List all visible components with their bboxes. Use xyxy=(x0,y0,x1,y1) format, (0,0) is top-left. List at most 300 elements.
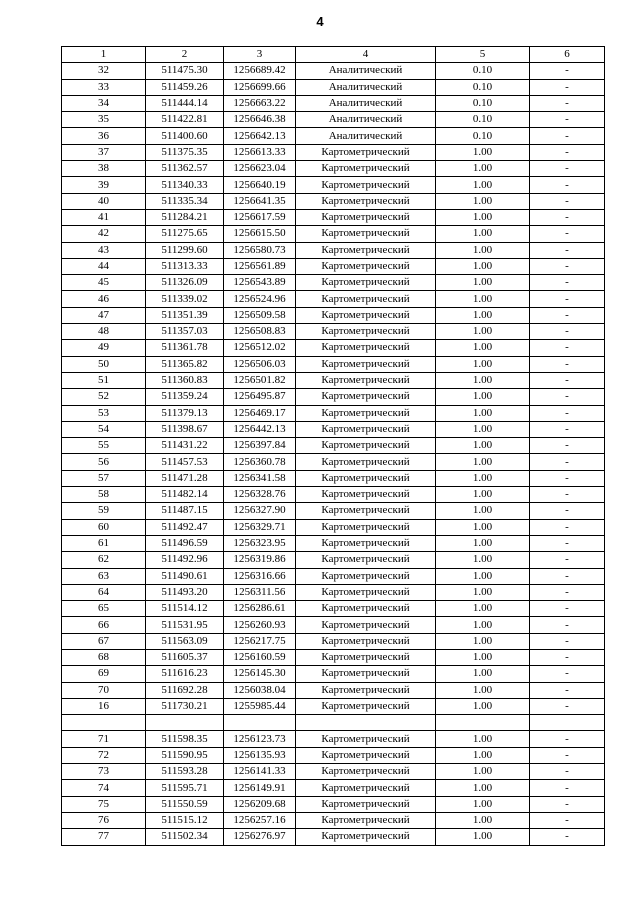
accuracy-cell: 0.10 xyxy=(436,79,530,95)
x-coordinate-cell: 511340.33 xyxy=(146,177,224,193)
y-coordinate-cell: 1255985.44 xyxy=(224,698,296,714)
point-number-cell: 39 xyxy=(62,177,146,193)
accuracy-cell: 1.00 xyxy=(436,682,530,698)
y-coordinate-cell: 1256319.86 xyxy=(224,552,296,568)
method-cell: Картометрический xyxy=(296,698,436,714)
table-row xyxy=(62,764,605,780)
table-row xyxy=(62,372,605,388)
description-cell: - xyxy=(530,633,605,649)
table-row xyxy=(62,812,605,828)
x-coordinate-cell: 511375.35 xyxy=(146,144,224,160)
x-coordinate-cell: 511496.59 xyxy=(146,535,224,551)
table-row xyxy=(62,112,605,128)
y-coordinate-cell: 1256257.16 xyxy=(224,812,296,828)
point-number-cell: 67 xyxy=(62,633,146,649)
y-coordinate-cell: 1256145.30 xyxy=(224,666,296,682)
method-cell: Картометрический xyxy=(296,144,436,160)
y-coordinate-cell: 1256442.13 xyxy=(224,421,296,437)
point-number-cell: 76 xyxy=(62,812,146,828)
method-cell: Картометрический xyxy=(296,470,436,486)
y-coordinate-cell: 1256149.91 xyxy=(224,780,296,796)
y-coordinate-cell: 1256689.42 xyxy=(224,63,296,79)
x-coordinate-cell: 511313.33 xyxy=(146,258,224,274)
method-cell: Картометрический xyxy=(296,764,436,780)
description-cell: - xyxy=(530,584,605,600)
x-coordinate-cell: 511616.23 xyxy=(146,666,224,682)
method-cell: Картометрический xyxy=(296,291,436,307)
y-coordinate-cell: 1256329.71 xyxy=(224,519,296,535)
accuracy-cell: 1.00 xyxy=(436,389,530,405)
y-coordinate-cell: 1256580.73 xyxy=(224,242,296,258)
point-number-cell xyxy=(62,715,146,731)
point-number-cell: 56 xyxy=(62,454,146,470)
point-number-cell: 37 xyxy=(62,144,146,160)
point-number-cell: 73 xyxy=(62,764,146,780)
header-cell-5: 5 xyxy=(436,47,530,63)
x-coordinate-cell: 511284.21 xyxy=(146,209,224,225)
point-number-cell: 69 xyxy=(62,666,146,682)
table-row xyxy=(62,649,605,665)
accuracy-cell: 1.00 xyxy=(436,340,530,356)
description-cell: - xyxy=(530,389,605,405)
x-coordinate-cell: 511361.78 xyxy=(146,340,224,356)
x-coordinate-cell: 511490.61 xyxy=(146,568,224,584)
point-number-cell: 34 xyxy=(62,95,146,111)
point-number-cell: 47 xyxy=(62,307,146,323)
accuracy-cell: 1.00 xyxy=(436,242,530,258)
y-coordinate-cell: 1256141.33 xyxy=(224,764,296,780)
point-number-cell: 75 xyxy=(62,796,146,812)
point-number-cell: 59 xyxy=(62,503,146,519)
y-coordinate-cell: 1256276.97 xyxy=(224,829,296,845)
description-cell: - xyxy=(530,731,605,747)
accuracy-cell: 1.00 xyxy=(436,568,530,584)
accuracy-cell: 1.00 xyxy=(436,617,530,633)
x-coordinate-cell: 511593.28 xyxy=(146,764,224,780)
accuracy-cell: 1.00 xyxy=(436,731,530,747)
y-coordinate-cell: 1256360.78 xyxy=(224,454,296,470)
description-cell: - xyxy=(530,275,605,291)
x-coordinate-cell: 511326.09 xyxy=(146,275,224,291)
accuracy-cell xyxy=(436,715,530,731)
y-coordinate-cell: 1256561.89 xyxy=(224,258,296,274)
method-cell: Картометрический xyxy=(296,242,436,258)
y-coordinate-cell: 1256501.82 xyxy=(224,372,296,388)
method-cell: Картометрический xyxy=(296,796,436,812)
x-coordinate-cell: 511351.39 xyxy=(146,307,224,323)
x-coordinate-cell: 511475.30 xyxy=(146,63,224,79)
description-cell: - xyxy=(530,454,605,470)
description-cell: - xyxy=(530,764,605,780)
accuracy-cell: 1.00 xyxy=(436,144,530,160)
header-cell-1: 1 xyxy=(62,47,146,63)
y-coordinate-cell: 1256646.38 xyxy=(224,112,296,128)
description-cell: - xyxy=(530,356,605,372)
method-cell: Картометрический xyxy=(296,552,436,568)
page-number: 4 xyxy=(316,14,324,29)
point-number-cell: 48 xyxy=(62,324,146,340)
x-coordinate-cell: 511444.14 xyxy=(146,95,224,111)
table-row xyxy=(62,633,605,649)
method-cell: Картометрический xyxy=(296,421,436,437)
point-number-cell: 51 xyxy=(62,372,146,388)
method-cell: Аналитический xyxy=(296,95,436,111)
accuracy-cell: 1.00 xyxy=(436,633,530,649)
y-coordinate-cell: 1256038.04 xyxy=(224,682,296,698)
description-cell: - xyxy=(530,698,605,714)
header-cell-3: 3 xyxy=(224,47,296,63)
y-coordinate-cell: 1256512.02 xyxy=(224,340,296,356)
point-number-cell: 53 xyxy=(62,405,146,421)
y-coordinate-cell: 1256135.93 xyxy=(224,747,296,763)
method-cell: Картометрический xyxy=(296,666,436,682)
point-number-cell: 58 xyxy=(62,487,146,503)
method-cell: Аналитический xyxy=(296,128,436,144)
x-coordinate-cell: 511515.12 xyxy=(146,812,224,828)
point-number-cell: 64 xyxy=(62,584,146,600)
description-cell: - xyxy=(530,780,605,796)
accuracy-cell: 1.00 xyxy=(436,519,530,535)
table-row xyxy=(62,503,605,519)
table-row xyxy=(62,95,605,111)
description-cell: - xyxy=(530,340,605,356)
accuracy-cell: 1.00 xyxy=(436,307,530,323)
point-number-cell: 50 xyxy=(62,356,146,372)
method-cell: Аналитический xyxy=(296,112,436,128)
x-coordinate-cell: 511400.60 xyxy=(146,128,224,144)
description-cell: - xyxy=(530,812,605,828)
x-coordinate-cell: 511493.20 xyxy=(146,584,224,600)
description-cell: - xyxy=(530,79,605,95)
method-cell: Картометрический xyxy=(296,519,436,535)
point-number-cell: 36 xyxy=(62,128,146,144)
accuracy-cell: 1.00 xyxy=(436,796,530,812)
y-coordinate-cell: 1256495.87 xyxy=(224,389,296,405)
description-cell: - xyxy=(530,144,605,160)
description-cell: - xyxy=(530,112,605,128)
y-coordinate-cell: 1256663.22 xyxy=(224,95,296,111)
method-cell: Картометрический xyxy=(296,682,436,698)
accuracy-cell: 1.00 xyxy=(436,812,530,828)
y-coordinate-cell: 1256640.19 xyxy=(224,177,296,193)
point-number-cell: 40 xyxy=(62,193,146,209)
table-row xyxy=(62,796,605,812)
point-number-cell: 74 xyxy=(62,780,146,796)
point-number-cell: 42 xyxy=(62,226,146,242)
table-row xyxy=(62,568,605,584)
description-cell: - xyxy=(530,552,605,568)
point-number-cell: 71 xyxy=(62,731,146,747)
coordinates-table xyxy=(61,46,605,846)
y-coordinate-cell: 1256260.93 xyxy=(224,617,296,633)
description-cell: - xyxy=(530,291,605,307)
description-cell: - xyxy=(530,372,605,388)
point-number-cell: 43 xyxy=(62,242,146,258)
table-row xyxy=(62,291,605,307)
y-coordinate-cell: 1256613.33 xyxy=(224,144,296,160)
description-cell xyxy=(530,715,605,731)
point-number-cell: 55 xyxy=(62,438,146,454)
x-coordinate-cell: 511492.96 xyxy=(146,552,224,568)
x-coordinate-cell: 511502.34 xyxy=(146,829,224,845)
description-cell: - xyxy=(530,226,605,242)
description-cell: - xyxy=(530,242,605,258)
point-number-cell: 65 xyxy=(62,601,146,617)
y-coordinate-cell: 1256617.59 xyxy=(224,209,296,225)
x-coordinate-cell: 511379.13 xyxy=(146,405,224,421)
description-cell: - xyxy=(530,519,605,535)
accuracy-cell: 1.00 xyxy=(436,552,530,568)
table-row xyxy=(62,144,605,160)
description-cell: - xyxy=(530,177,605,193)
y-coordinate-cell: 1256316.66 xyxy=(224,568,296,584)
x-coordinate-cell: 511299.60 xyxy=(146,242,224,258)
x-coordinate-cell: 511531.95 xyxy=(146,617,224,633)
method-cell: Картометрический xyxy=(296,503,436,519)
y-coordinate-cell: 1256509.58 xyxy=(224,307,296,323)
accuracy-cell: 1.00 xyxy=(436,764,530,780)
method-cell: Картометрический xyxy=(296,584,436,600)
description-cell: - xyxy=(530,209,605,225)
x-coordinate-cell: 511431.22 xyxy=(146,438,224,454)
accuracy-cell: 1.00 xyxy=(436,666,530,682)
description-cell: - xyxy=(530,307,605,323)
point-number-cell: 66 xyxy=(62,617,146,633)
description-cell: - xyxy=(530,487,605,503)
y-coordinate-cell: 1256397.84 xyxy=(224,438,296,454)
table-row xyxy=(62,275,605,291)
accuracy-cell: 0.10 xyxy=(436,95,530,111)
x-coordinate-cell: 511422.81 xyxy=(146,112,224,128)
accuracy-cell: 1.00 xyxy=(436,829,530,845)
point-number-cell: 32 xyxy=(62,63,146,79)
method-cell: Картометрический xyxy=(296,258,436,274)
x-coordinate-cell: 511563.09 xyxy=(146,633,224,649)
table-row xyxy=(62,438,605,454)
method-cell: Картометрический xyxy=(296,356,436,372)
accuracy-cell: 1.00 xyxy=(436,747,530,763)
method-cell xyxy=(296,715,436,731)
description-cell: - xyxy=(530,405,605,421)
point-number-cell: 38 xyxy=(62,161,146,177)
x-coordinate-cell: 511487.15 xyxy=(146,503,224,519)
point-number-cell: 57 xyxy=(62,470,146,486)
x-coordinate-cell: 511550.59 xyxy=(146,796,224,812)
x-coordinate-cell: 511471.28 xyxy=(146,470,224,486)
y-coordinate-cell: 1256642.13 xyxy=(224,128,296,144)
accuracy-cell: 1.00 xyxy=(436,454,530,470)
accuracy-cell: 1.00 xyxy=(436,291,530,307)
point-number-cell: 54 xyxy=(62,421,146,437)
accuracy-cell: 1.00 xyxy=(436,275,530,291)
point-number-cell: 70 xyxy=(62,682,146,698)
accuracy-cell: 1.00 xyxy=(436,258,530,274)
method-cell: Картометрический xyxy=(296,226,436,242)
method-cell: Картометрический xyxy=(296,324,436,340)
table-row xyxy=(62,780,605,796)
y-coordinate-cell: 1256327.90 xyxy=(224,503,296,519)
method-cell: Картометрический xyxy=(296,487,436,503)
point-number-cell: 33 xyxy=(62,79,146,95)
accuracy-cell: 1.00 xyxy=(436,226,530,242)
description-cell: - xyxy=(530,682,605,698)
x-coordinate-cell: 511360.83 xyxy=(146,372,224,388)
method-cell: Картометрический xyxy=(296,649,436,665)
method-cell: Картометрический xyxy=(296,633,436,649)
accuracy-cell: 1.00 xyxy=(436,487,530,503)
x-coordinate-cell: 511482.14 xyxy=(146,487,224,503)
point-number-cell: 68 xyxy=(62,649,146,665)
table-row xyxy=(62,715,605,731)
x-coordinate-cell: 511595.71 xyxy=(146,780,224,796)
description-cell: - xyxy=(530,438,605,454)
table-row xyxy=(62,666,605,682)
description-cell: - xyxy=(530,193,605,209)
accuracy-cell: 1.00 xyxy=(436,780,530,796)
method-cell: Картометрический xyxy=(296,731,436,747)
method-cell: Картометрический xyxy=(296,307,436,323)
method-cell: Картометрический xyxy=(296,193,436,209)
accuracy-cell: 1.00 xyxy=(436,372,530,388)
description-cell: - xyxy=(530,666,605,682)
accuracy-cell: 1.00 xyxy=(436,405,530,421)
description-cell: - xyxy=(530,747,605,763)
table-row xyxy=(62,63,605,79)
method-cell: Картометрический xyxy=(296,438,436,454)
table-header xyxy=(62,47,605,63)
method-cell: Картометрический xyxy=(296,812,436,828)
accuracy-cell: 0.10 xyxy=(436,112,530,128)
point-number-cell: 46 xyxy=(62,291,146,307)
point-number-cell: 49 xyxy=(62,340,146,356)
header-cell-4: 4 xyxy=(296,47,436,63)
accuracy-cell: 0.10 xyxy=(436,128,530,144)
y-coordinate-cell: 1256623.04 xyxy=(224,161,296,177)
method-cell: Картометрический xyxy=(296,829,436,845)
accuracy-cell: 1.00 xyxy=(436,209,530,225)
accuracy-cell: 1.00 xyxy=(436,698,530,714)
method-cell: Картометрический xyxy=(296,780,436,796)
x-coordinate-cell: 511692.28 xyxy=(146,682,224,698)
y-coordinate-cell: 1256311.56 xyxy=(224,584,296,600)
description-cell: - xyxy=(530,535,605,551)
method-cell: Картометрический xyxy=(296,601,436,617)
y-coordinate-cell: 1256123.73 xyxy=(224,731,296,747)
x-coordinate-cell: 511514.12 xyxy=(146,601,224,617)
table-row xyxy=(62,470,605,486)
x-coordinate-cell: 511457.53 xyxy=(146,454,224,470)
table-row xyxy=(62,519,605,535)
description-cell: - xyxy=(530,829,605,845)
header-cell-2: 2 xyxy=(146,47,224,63)
table-row xyxy=(62,356,605,372)
accuracy-cell: 1.00 xyxy=(436,470,530,486)
y-coordinate-cell: 1256469.17 xyxy=(224,405,296,421)
accuracy-cell: 1.00 xyxy=(436,177,530,193)
x-coordinate-cell: 511335.34 xyxy=(146,193,224,209)
accuracy-cell: 1.00 xyxy=(436,193,530,209)
table-row xyxy=(62,389,605,405)
accuracy-cell: 1.00 xyxy=(436,438,530,454)
description-cell: - xyxy=(530,324,605,340)
table-row xyxy=(62,177,605,193)
x-coordinate-cell: 511398.67 xyxy=(146,421,224,437)
accuracy-cell: 1.00 xyxy=(436,421,530,437)
method-cell: Картометрический xyxy=(296,161,436,177)
method-cell: Картометрический xyxy=(296,275,436,291)
accuracy-cell: 0.10 xyxy=(436,63,530,79)
y-coordinate-cell: 1256615.50 xyxy=(224,226,296,242)
x-coordinate-cell: 511359.24 xyxy=(146,389,224,405)
accuracy-cell: 1.00 xyxy=(436,324,530,340)
description-cell: - xyxy=(530,470,605,486)
point-number-cell: 77 xyxy=(62,829,146,845)
accuracy-cell: 1.00 xyxy=(436,503,530,519)
table-row xyxy=(62,258,605,274)
point-number-cell: 60 xyxy=(62,519,146,535)
point-number-cell: 72 xyxy=(62,747,146,763)
accuracy-cell: 1.00 xyxy=(436,649,530,665)
y-coordinate-cell: 1256217.75 xyxy=(224,633,296,649)
point-number-cell: 52 xyxy=(62,389,146,405)
x-coordinate-cell: 511275.65 xyxy=(146,226,224,242)
accuracy-cell: 1.00 xyxy=(436,356,530,372)
x-coordinate-cell: 511357.03 xyxy=(146,324,224,340)
table-row xyxy=(62,487,605,503)
table-row xyxy=(62,829,605,845)
description-cell: - xyxy=(530,421,605,437)
method-cell: Картометрический xyxy=(296,617,436,633)
method-cell: Картометрический xyxy=(296,454,436,470)
y-coordinate-cell: 1256524.96 xyxy=(224,291,296,307)
y-coordinate-cell xyxy=(224,715,296,731)
description-cell: - xyxy=(530,796,605,812)
point-number-cell: 63 xyxy=(62,568,146,584)
table-row xyxy=(62,552,605,568)
table-row xyxy=(62,454,605,470)
y-coordinate-cell: 1256286.61 xyxy=(224,601,296,617)
table-row xyxy=(62,731,605,747)
description-cell: - xyxy=(530,63,605,79)
y-coordinate-cell: 1256699.66 xyxy=(224,79,296,95)
y-coordinate-cell: 1256508.83 xyxy=(224,324,296,340)
y-coordinate-cell: 1256160.59 xyxy=(224,649,296,665)
description-cell: - xyxy=(530,601,605,617)
table-row xyxy=(62,698,605,714)
point-number-cell: 16 xyxy=(62,698,146,714)
header-cell-6: 6 xyxy=(530,47,605,63)
description-cell: - xyxy=(530,95,605,111)
method-cell: Картометрический xyxy=(296,340,436,356)
point-number-cell: 45 xyxy=(62,275,146,291)
table-row xyxy=(62,535,605,551)
table-row xyxy=(62,421,605,437)
method-cell: Картометрический xyxy=(296,747,436,763)
method-cell: Картометрический xyxy=(296,568,436,584)
table-row xyxy=(62,340,605,356)
accuracy-cell: 1.00 xyxy=(436,535,530,551)
point-number-cell: 61 xyxy=(62,535,146,551)
y-coordinate-cell: 1256506.03 xyxy=(224,356,296,372)
table-body xyxy=(62,63,605,845)
y-coordinate-cell: 1256209.68 xyxy=(224,796,296,812)
method-cell: Картометрический xyxy=(296,405,436,421)
y-coordinate-cell: 1256641.35 xyxy=(224,193,296,209)
table-row xyxy=(62,209,605,225)
y-coordinate-cell: 1256543.89 xyxy=(224,275,296,291)
table-row xyxy=(62,617,605,633)
description-cell: - xyxy=(530,258,605,274)
